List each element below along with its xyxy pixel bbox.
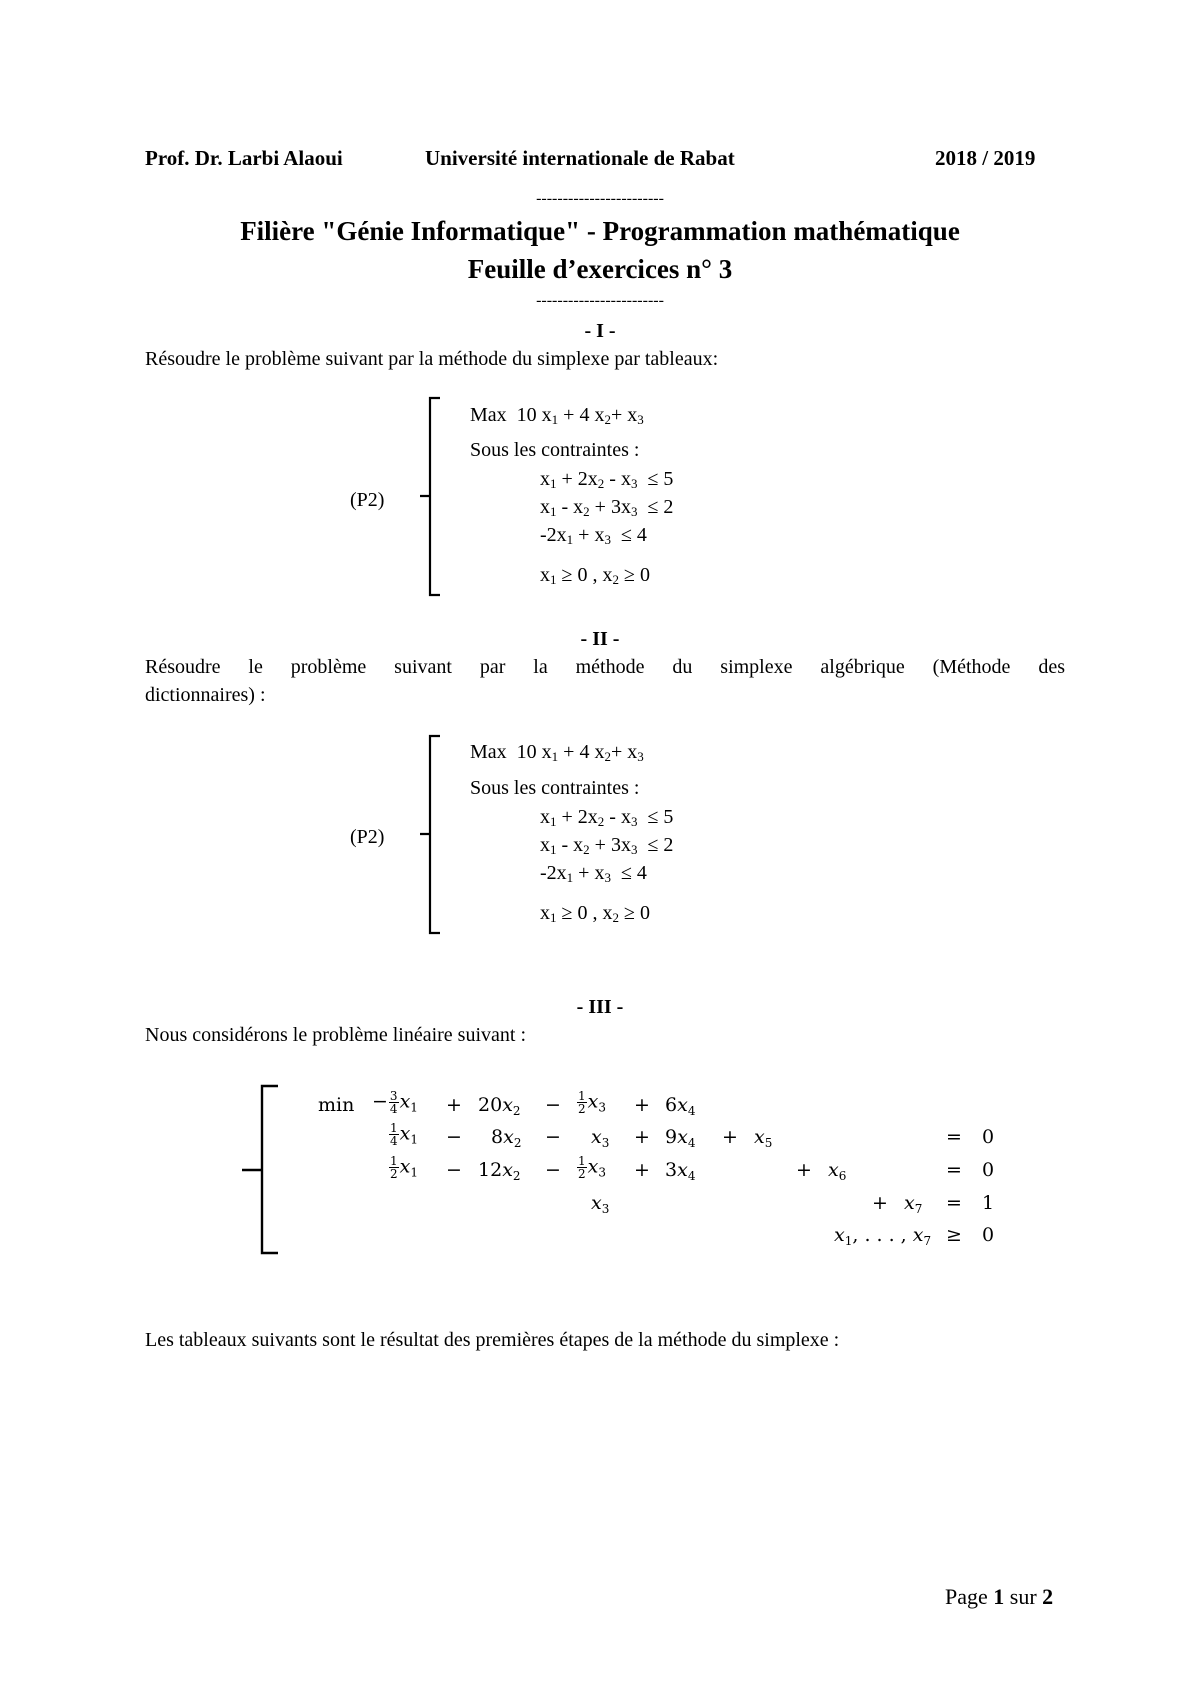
section1-instruction: Résoudre le problème suivant par la méthode du simplexe par tableaux:: [145, 348, 719, 370]
lp-op: −: [545, 1126, 561, 1148]
lp-c2-x3: $\frac{1}{2}$ $x_3$: [578, 1154, 606, 1181]
lp-c2-x1: $\frac{1}{2}$ $x_1$: [390, 1154, 418, 1181]
lp-op: −: [545, 1094, 561, 1116]
lp-op: +: [722, 1126, 738, 1148]
lp-op: +: [634, 1159, 650, 1181]
section2-constraint-2: $x_1 - x_2 + 3x_3 \le 2$: [540, 834, 674, 857]
section2-instruction-line1: Résoudre le problème suivant par la méthode du simplexe algébrique (Méthode des: [145, 656, 1065, 678]
lp-c3-x3: $x_3$: [591, 1192, 610, 1216]
page-footer: [945, 1584, 1053, 1610]
lp-obj-x2: $20x_2$: [478, 1094, 521, 1118]
section1-label: (P2): [350, 489, 385, 511]
section2-constraint-3: $-2x_1 + x_3 \le 4$: [540, 862, 647, 885]
lp-c1-x3: $x_3$: [591, 1126, 610, 1150]
lp-c2-x6: $x_6$: [828, 1159, 847, 1183]
separator-top: ------------------------: [536, 190, 664, 207]
lp-obj-x4: $6x_4$: [665, 1094, 696, 1118]
lp-c1-rhs: 0: [982, 1126, 995, 1148]
header-year: 2018 / 2019: [935, 146, 1036, 170]
lp-nonneg-rhs: 0: [982, 1224, 995, 1246]
section3-heading: - III -: [576, 996, 624, 1018]
lp-nonneg-vars: $x_1$, . . . , $x_7$: [834, 1224, 932, 1248]
lp-op: +: [796, 1159, 812, 1181]
section2-label: (P2): [350, 826, 385, 848]
section2-nonneg: $x_1 \ge 0$ , $x_2 \ge 0$: [540, 902, 650, 925]
section1-objective: Max 10 $x_1 + 4$ $x_2+ x_3$: [470, 404, 644, 427]
section1-heading: - I -: [584, 320, 616, 342]
lp-c2-x4: $3x_4$: [665, 1159, 696, 1183]
lp-c2-x2: $12x_2$: [478, 1159, 521, 1183]
section1-nonneg: $x_1 \ge 0$ , $x_2 \ge 0$: [540, 564, 650, 587]
lp-op: +: [634, 1094, 650, 1116]
lp-c3-rhs: 1: [982, 1192, 995, 1214]
lp-c1-x5: $x_5$: [754, 1126, 773, 1150]
section2-heading: - II -: [580, 628, 620, 650]
lp-op: ≥: [946, 1224, 962, 1246]
footer-total: 2: [1042, 1584, 1054, 1609]
lp-op: −: [446, 1159, 462, 1181]
footer-page-word: Page: [945, 1584, 988, 1609]
lp-obj-x1: − $\frac{3}{4}$ $x_1$: [372, 1089, 418, 1116]
lp-op: =: [946, 1159, 962, 1181]
page-title: Filière "Génie Informatique" - Programmation mathématique: [240, 216, 960, 246]
section1-constraint-1: $x_1 + 2x_2 - x_3 \le 5$: [540, 468, 674, 491]
lp-min: min: [318, 1094, 355, 1116]
lp-op: +: [446, 1094, 462, 1116]
section1-constraint-3: $-2x_1 + x_3 \le 4$: [540, 524, 647, 547]
section2-instruction-line2: dictionnaires) :: [145, 684, 266, 706]
footer-page-num: 1: [993, 1584, 1005, 1609]
lp-op: +: [872, 1192, 888, 1214]
lp-op: =: [946, 1192, 962, 1214]
lp-op: −: [446, 1126, 462, 1148]
section1-constraint-2: $x_1 - x_2 + 3x_3 \le 2$: [540, 496, 674, 519]
lp-c1-x1: $\frac{1}{4}$ $x_1$: [390, 1121, 418, 1148]
section2-constraint-1: $x_1 + 2x_2 - x_3 \le 5$: [540, 806, 674, 829]
header-university: Université internationale de Rabat: [425, 146, 735, 170]
lp-c1-x4: $9x_4$: [665, 1126, 696, 1150]
section1-subject-to: Sous les contraintes :: [470, 439, 640, 461]
section2-subject-to: Sous les contraintes :: [470, 777, 640, 799]
page-subtitle: Feuille d’exercices n° 3: [467, 254, 733, 284]
lp-op: −: [545, 1159, 561, 1181]
header-author: Prof. Dr. Larbi Alaoui: [145, 146, 343, 170]
section3-after-text: Les tableaux suivants sont le résultat des premières étapes de la méthode du simplexe :: [145, 1329, 840, 1351]
lp-c2-rhs: 0: [982, 1159, 995, 1181]
lp-op: =: [946, 1126, 962, 1148]
section2-objective: Max 10 $x_1 + 4$ $x_2+ x_3$: [470, 741, 644, 764]
lp-op: +: [634, 1126, 650, 1148]
lp-c1-x2: $8x_2$: [491, 1126, 522, 1150]
section3-instruction: Nous considérons le problème linéaire suivant :: [145, 1024, 527, 1046]
footer-of-word: sur: [1009, 1584, 1037, 1609]
lp-obj-x3: $\frac{1}{2}$ $x_3$: [578, 1089, 606, 1116]
separator-bottom: ------------------------: [536, 292, 664, 309]
lp-c3-x7: $x_7$: [904, 1192, 923, 1216]
